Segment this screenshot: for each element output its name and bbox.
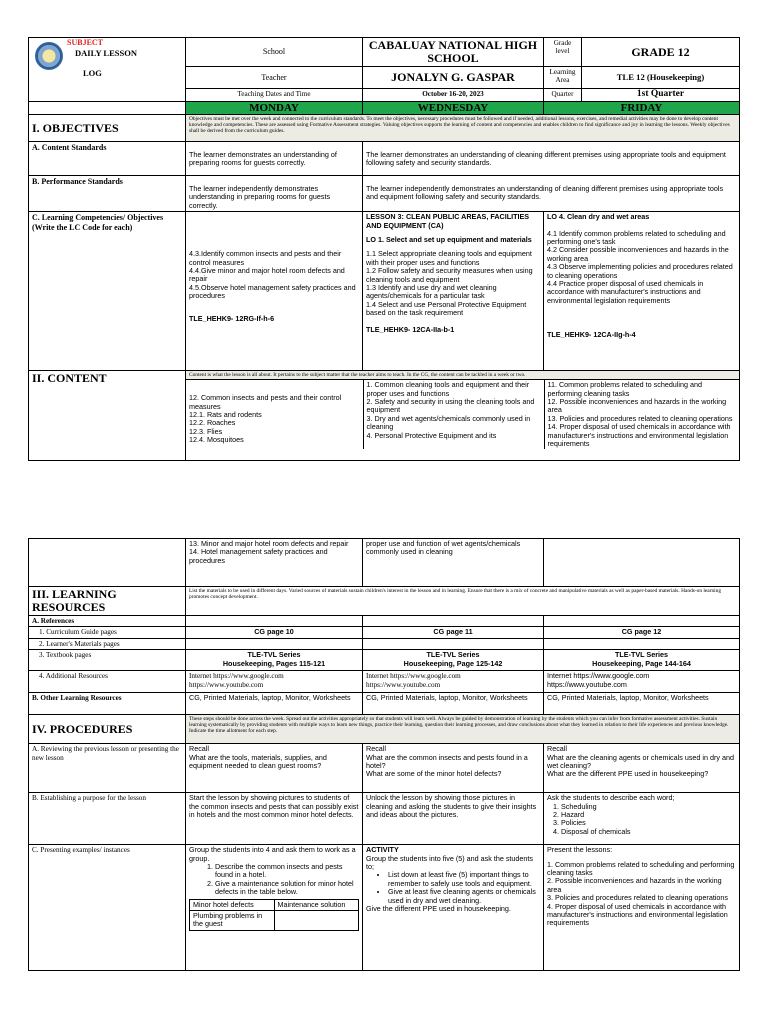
resource-link: https://www.youtube.com: [366, 680, 441, 689]
teacher-label: Teacher: [186, 67, 363, 89]
proc-b-friday: [544, 793, 740, 845]
page-2: [28, 538, 739, 974]
other-wednesday: CG, Printed Materials, laptop, Monitor, Worksheets: [363, 693, 544, 715]
performance-standards-wed-fri: The learner independently demonstrates an understanding of cleaning different premises using appropriate tools and equipment following safety and security standards.: [363, 176, 740, 212]
activity-step: 1. Describe the common insects and pests found in a hotel.: [215, 863, 359, 880]
subject-tag: SUBJECT: [67, 38, 104, 47]
content-heading: II. CONTENT: [29, 371, 186, 461]
textbook-series: TLE-TVL Series: [615, 650, 668, 660]
school-label: School: [186, 38, 363, 67]
activity-step: • Give at least five cleaning agents or chemicals used in dry and wet cleaning.: [388, 888, 540, 905]
cg-monday: CG page 10: [186, 627, 363, 638]
table-header: Maintenance solution: [274, 899, 359, 910]
textbook-pages: Housekeeping, Pages 115-121: [222, 658, 326, 668]
objectives-heading: I. OBJECTIVES: [29, 115, 186, 142]
textbook-pages: Housekeeping, Page 125-142: [403, 658, 503, 668]
purpose-intro: Ask the students to describe each word;: [547, 793, 675, 803]
additional-wednesday: [363, 671, 544, 693]
table-header: Minor hotel defects: [190, 899, 275, 910]
competency-item: 4.4 Practice proper disposal of used chemicals in accordance with manufacturer's instructions and environmental legislation requirements: [547, 279, 704, 305]
grade-value: GRADE 12: [582, 38, 740, 67]
competency-item: 4.5.Observe hotel management safety practices and procedures: [189, 282, 356, 301]
review-question: What are some of the minor hotel defects?: [366, 769, 502, 779]
proc-b-label: B. Establishing a purpose for the lesson: [29, 793, 186, 845]
competency-item: 4.3.Identify common insects and pests and their control measures: [189, 249, 342, 267]
procedures-heading: IV. PROCEDURES: [29, 715, 186, 744]
activity-step: Give the different PPE used in housekeeping.: [366, 904, 511, 914]
content-item: 12.1. Rats and rodents: [189, 410, 262, 420]
content-item: 12.2. Roaches: [189, 418, 236, 428]
activity-step: 2. Give a maintenance solution for minor hotel defects in the table below.: [215, 880, 359, 897]
additional-monday: [186, 671, 363, 693]
content-monday-continued: [186, 539, 363, 587]
textbook-label: 3. Textbook pages: [29, 650, 186, 671]
resource-link: https://www.youtube.com: [547, 679, 627, 689]
competency-item: 4.2 Consider possible inconveniences and hazards in the working area: [547, 245, 729, 263]
lc-code-wednesday: TLE_HEHK9- 12CA-IIa-b-1: [366, 324, 455, 334]
content-standards-label: A. Content Standards: [29, 142, 186, 176]
proc-c-monday: [186, 845, 363, 971]
competency-item: 1.4 Select and use Personal Protective Equipment based on the task requirement: [366, 299, 527, 318]
additional-resources-label: 4. Additional Resources: [29, 671, 186, 693]
cg-wednesday: CG page 11: [363, 627, 544, 638]
dll-title-line2: LOG: [83, 68, 102, 78]
additional-friday: [544, 671, 740, 693]
lesson-item: 2. Possible inconveniences and hazards in the working area: [547, 876, 722, 894]
activity-title: ACTIVITY: [366, 845, 399, 855]
textbook-monday: [186, 650, 363, 671]
performance-standards-label: B. Performance Standards: [29, 176, 186, 212]
content-note: Content is what the lesson is all about. It pertains to the subject matter that the teacher aims to teach. In the CG, the content can be tackled in a week or two.: [186, 371, 739, 380]
competency-item: 4.4.Give minor and major hotel room defects and repair: [189, 266, 345, 284]
competency-item: 1.1 Select appropriate cleaning tools and equipment with their proper uses and functions: [366, 249, 532, 267]
dll-title-cell: [29, 38, 186, 102]
competency-item: 4.1 Identify common problems related to scheduling and performing one's task: [547, 228, 726, 247]
resource-link: Internet https://www.google.com: [366, 672, 461, 681]
content-item: 14. Hotel management safety practices and procedures: [189, 547, 328, 565]
activity-intro: Group the students into five (5) and ask the students to;: [366, 853, 534, 872]
recall-label: Recall: [547, 744, 567, 754]
day-friday: FRIDAY: [544, 102, 740, 115]
content-wednesday-continued: proper use and function of wet agents/chemicals commonly used in cleaning: [363, 539, 544, 587]
content-item: 12.4. Mosquitoes: [189, 435, 244, 445]
review-question: What are the common insects and pests found in a hotel?: [366, 752, 528, 771]
competencies-monday: [186, 212, 363, 371]
textbook-wednesday: [363, 650, 544, 671]
content-item: 2. Safety and security in using the cleaning tools and equipment: [366, 397, 535, 415]
recall-label: Recall: [366, 744, 386, 754]
textbook-pages: Housekeeping, Page 144-164: [592, 658, 691, 668]
day-monday: MONDAY: [186, 102, 363, 115]
lesson-item: 4. Proper disposal of used chemicals in accordance with manufacturer's instructions and environmental legislation requirements: [547, 901, 728, 928]
page-1: [28, 37, 739, 467]
competency-item: 4.3 Observe implementing policies and procedures related to cleaning operations: [547, 262, 733, 280]
content-item: 3. Dry and wet agents/chemicals commonly used in cleaning: [366, 413, 531, 432]
content-friday: [544, 380, 739, 449]
proc-a-monday: [186, 744, 363, 793]
textbook-series: TLE-TVL Series: [247, 650, 301, 660]
learning-outcome: LO 1. Select and set up equipment and materials: [366, 235, 532, 245]
proc-a-wednesday: [363, 744, 544, 793]
content-item: 12. Possible inconveniences and hazards in the working area: [547, 397, 727, 415]
activity-intro: Group the students into 4 and ask them to work as a group.: [189, 845, 356, 863]
grade-label: Grade level: [544, 38, 582, 67]
procedures-note: These steps should be done across the week. Spread out the activities appropriately so that students will learn well. Always be guided by demonstration of learning by the students which you can infer from formative assessment activities. Sustain learning systematically by providing students with multiple ways to learn new things, practice their learning, question their learning processes, and draw conclusions about what they learned in relation to their life experiences and previous knowledge. Indicate the time allotment for each step.: [186, 715, 740, 744]
proc-c-friday: [544, 845, 740, 971]
dates-value: October 16-20, 2023: [363, 89, 544, 102]
deped-seal-icon: [35, 42, 63, 70]
lm-label: 2. Learner's Materials pages: [29, 638, 186, 649]
textbook-series: TLE-TVL Series: [426, 650, 480, 660]
content-item: 14. Proper disposal of used chemicals in accordance with manufacturer's instructions and environmental legislation requirements: [547, 422, 731, 449]
content-item: 13. Minor and major hotel room defects and repair: [189, 539, 349, 548]
lesson-title: LESSON 3: CLEAN PUBLIC AREAS, FACILITIES AND EQUIPMENT (CA): [366, 212, 530, 230]
resource-link: https://www.youtube.com: [189, 680, 264, 689]
table-cell: [274, 911, 359, 931]
content-monday: [186, 380, 363, 449]
purpose-word: 2. Hazard: [561, 811, 736, 819]
area-value: TLE 12 (Housekeeping): [582, 67, 740, 89]
proc-c-label: C. Presenting examples/ instances: [29, 845, 186, 971]
proc-b-monday: Start the lesson by showing pictures to students of the common insects and pests that can possibly exist in hotels and the most common minor hotel defects.: [186, 793, 363, 845]
purpose-word: 4. Disposal of chemicals: [561, 828, 736, 836]
review-question: What are the cleaning agents or chemicals used in dry and wet cleaning?: [547, 752, 734, 771]
proc-c-wednesday: [363, 845, 544, 971]
cg-label: 1. Curriculum Guide pages: [29, 627, 186, 638]
references-label: A. References: [29, 616, 186, 627]
proc-a-label: A. Reviewing the previous lesson or presenting the new lesson: [29, 744, 186, 793]
teacher-value: JONALYN G. GASPAR: [363, 67, 544, 89]
area-label: Learning Area: [544, 67, 582, 89]
content-standards-monday: The learner demonstrates an understanding of preparing rooms for guests correctly.: [186, 142, 363, 176]
objectives-note: Objectives must be met over the week and connected to the curriculum standards. To meet the objectives, necessary procedures must be followed and if needed, additional lessons, exercises, and remedial activities may be done to develop content knowledge and competencies. These are assessed using Formative Assessment strategies. Valuing objectives supports the learning of content and competencies and enables children to find significance and joy in learning the lessons. Weekly objectives shall be derived from the curriculum guides.: [186, 115, 740, 142]
competency-item: 1.3 Identify and use dry and wet cleaning agents/chemicals for a particular task: [366, 283, 497, 301]
other-friday: CG, Printed Materials, laptop, Monitor, Worksheets: [544, 693, 740, 715]
competency-item: 1.2 Follow safety and security measures when using cleaning tools and equipment: [366, 266, 533, 284]
performance-standards-monday: The learner independently demonstrates understanding in preparing rooms for guests correctly.: [186, 176, 363, 212]
resources-heading: III. LEARNING RESOURCES: [29, 587, 186, 616]
dll-title-line1: DAILY LESSON: [75, 48, 137, 58]
content-item: 13. Policies and procedures related to cleaning operations: [547, 413, 733, 423]
content-item: 12.3. Flies: [189, 426, 223, 436]
recall-label: Recall: [189, 744, 209, 754]
content-item: 4. Personal Protective Equipment and its: [366, 430, 497, 440]
other-resources-label: B. Other Learning Resources: [29, 693, 186, 715]
dates-label: Teaching Dates and Time: [186, 89, 363, 102]
lc-code-friday: TLE_HEHK9- 12CA-IIg-h-4: [547, 330, 636, 340]
defects-table: [189, 899, 359, 931]
learning-outcome: LO 4. Clean dry and wet areas: [547, 212, 650, 222]
purpose-word: 1. Scheduling: [561, 803, 736, 811]
lesson-item: 1. Common problems related to scheduling and performing cleaning tasks: [547, 859, 735, 878]
proc-a-friday: [544, 744, 740, 793]
content-item: 1. Common cleaning tools and equipment and their proper uses and functions: [366, 380, 530, 398]
content-wednesday: [363, 380, 544, 449]
resources-note: List the materials to be used in different days. Varied sources of materials sustain children's interest in the lesson and in learning. Ensure that there is a mix of concrete and manipulative materials as well as paper-based materials. Hands-on learning promotes concept development.: [186, 587, 740, 616]
review-question: What are the tools, materials, supplies, and equipment needed to clean guest rooms?: [189, 752, 327, 771]
activity-step: • List down at least five (5) important things to remember to safely use tools and equipment.: [388, 871, 540, 888]
textbook-friday: [544, 650, 740, 671]
lesson-item: 3. Policies and procedures related to cleaning operations: [547, 893, 729, 903]
purpose-word: 3. Policies: [561, 819, 736, 827]
activity-intro: Present the lessons:: [547, 845, 613, 855]
competencies-wednesday: [363, 212, 544, 371]
review-question: What are the different PPE used in housekeeping?: [547, 769, 709, 779]
competencies-label: C. Learning Competencies/ Objectives (Write the LC Code for each): [29, 212, 186, 371]
content-item: 12. Common insects and pests and their control measures: [189, 393, 342, 411]
other-monday: CG, Printed Materials, laptop, Monitor, Worksheets: [186, 693, 363, 715]
table-row: [190, 911, 359, 931]
competencies-friday: [544, 212, 740, 371]
lc-code-monday: TLE_HEHK9- 12RG-If-h-6: [189, 313, 275, 323]
quarter-label: Quarter: [544, 89, 582, 102]
content-item: 11. Common problems related to scheduling and performing cleaning tasks: [547, 380, 702, 398]
resource-link: Internet https://www.google.com: [547, 671, 650, 681]
proc-b-wednesday: Unlock the lesson by showing those pictures in cleaning and asking the students to give their insights and ideas about the pictures.: [363, 793, 544, 845]
school-value: CABALUAY NATIONAL HIGH SCHOOL: [363, 38, 544, 67]
day-wednesday: WEDNESDAY: [363, 102, 544, 115]
quarter-value: 1st Quarter: [582, 89, 740, 102]
resource-link: Internet https://www.google.com: [189, 672, 284, 681]
table-cell: Plumbing problems in the guest: [190, 911, 275, 931]
content-standards-wed-fri: The learner demonstrates an understanding of cleaning different premises using appropriate tools and equipment following safety and security standards.: [363, 142, 740, 176]
cg-friday: CG page 12: [544, 627, 740, 638]
